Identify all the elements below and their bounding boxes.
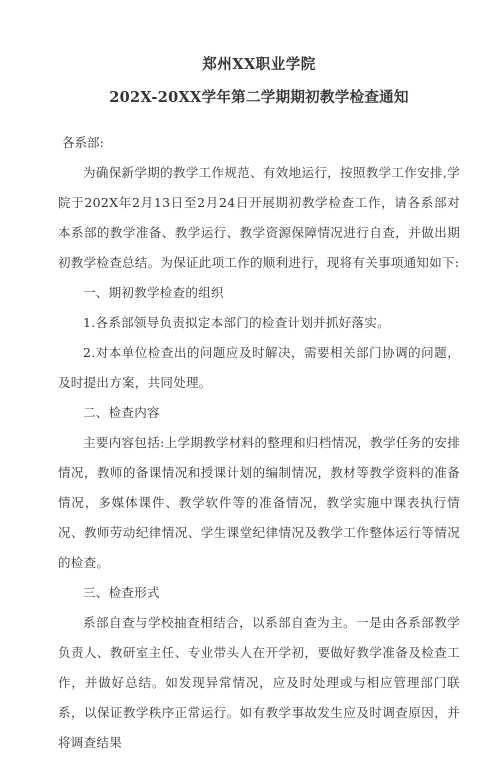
section-heading-organization: 一、期初教学检查的组织 — [83, 285, 224, 300]
form-paragraph: 系部自查与学校抽查相结合，以系部自查为主。一是由各系部教学负责人、教研室主任、专业带头人在开学初，要做好教学准备及检查工作，并做好总结。如发现异常情况，应及时处理或与相应管理部门联系，以保证教学秩序正常运行。如有教学事故发生应及时调查原因，并将调查结果 — [58, 615, 460, 750]
organization-item-2: 2.对本单位检查出的问题应及时解决，需要相关部门协调的问题，及时提出方案，共同处理。 — [58, 345, 460, 390]
salutation: 各系部: — [62, 135, 104, 150]
school-name: 郑州XX职业学院 — [202, 56, 316, 73]
organization-item-1: 1.各系部领导负责拟定本部门的检查计划并抓好落实。 — [83, 315, 390, 330]
section-heading-form: 三、检查形式 — [83, 585, 160, 600]
notice-title: 202X-20XX学年第二学期期初教学检查通知 — [109, 89, 409, 106]
section-heading-content: 二、检查内容 — [83, 405, 160, 420]
content-paragraph: 主要内容包括:上学期教学材料的整理和归档情况，教学任务的安排情况，教师的备课情况和授课计划的编制情况，教材等教学资料的准备情况，多媒体课件、教学软件等的准备情况，教学实施中课表执行情况、教师劳动纪律情况、学生课堂纪律情况及教学工作整体运行等情况的检查。 — [58, 435, 460, 570]
intro-paragraph: 为确保新学期的教学工作规范、有效地运行，按照教学工作安排,学院于202X年2月13日至2月24日开展期初教学检查工作，请各系部对本系部的教学准备、教学运行、教学资源保障情况进行自查，并做出期初教学检查总结。为保证此项工作的顺利进行，现将有关事项通知如下: — [58, 165, 460, 270]
